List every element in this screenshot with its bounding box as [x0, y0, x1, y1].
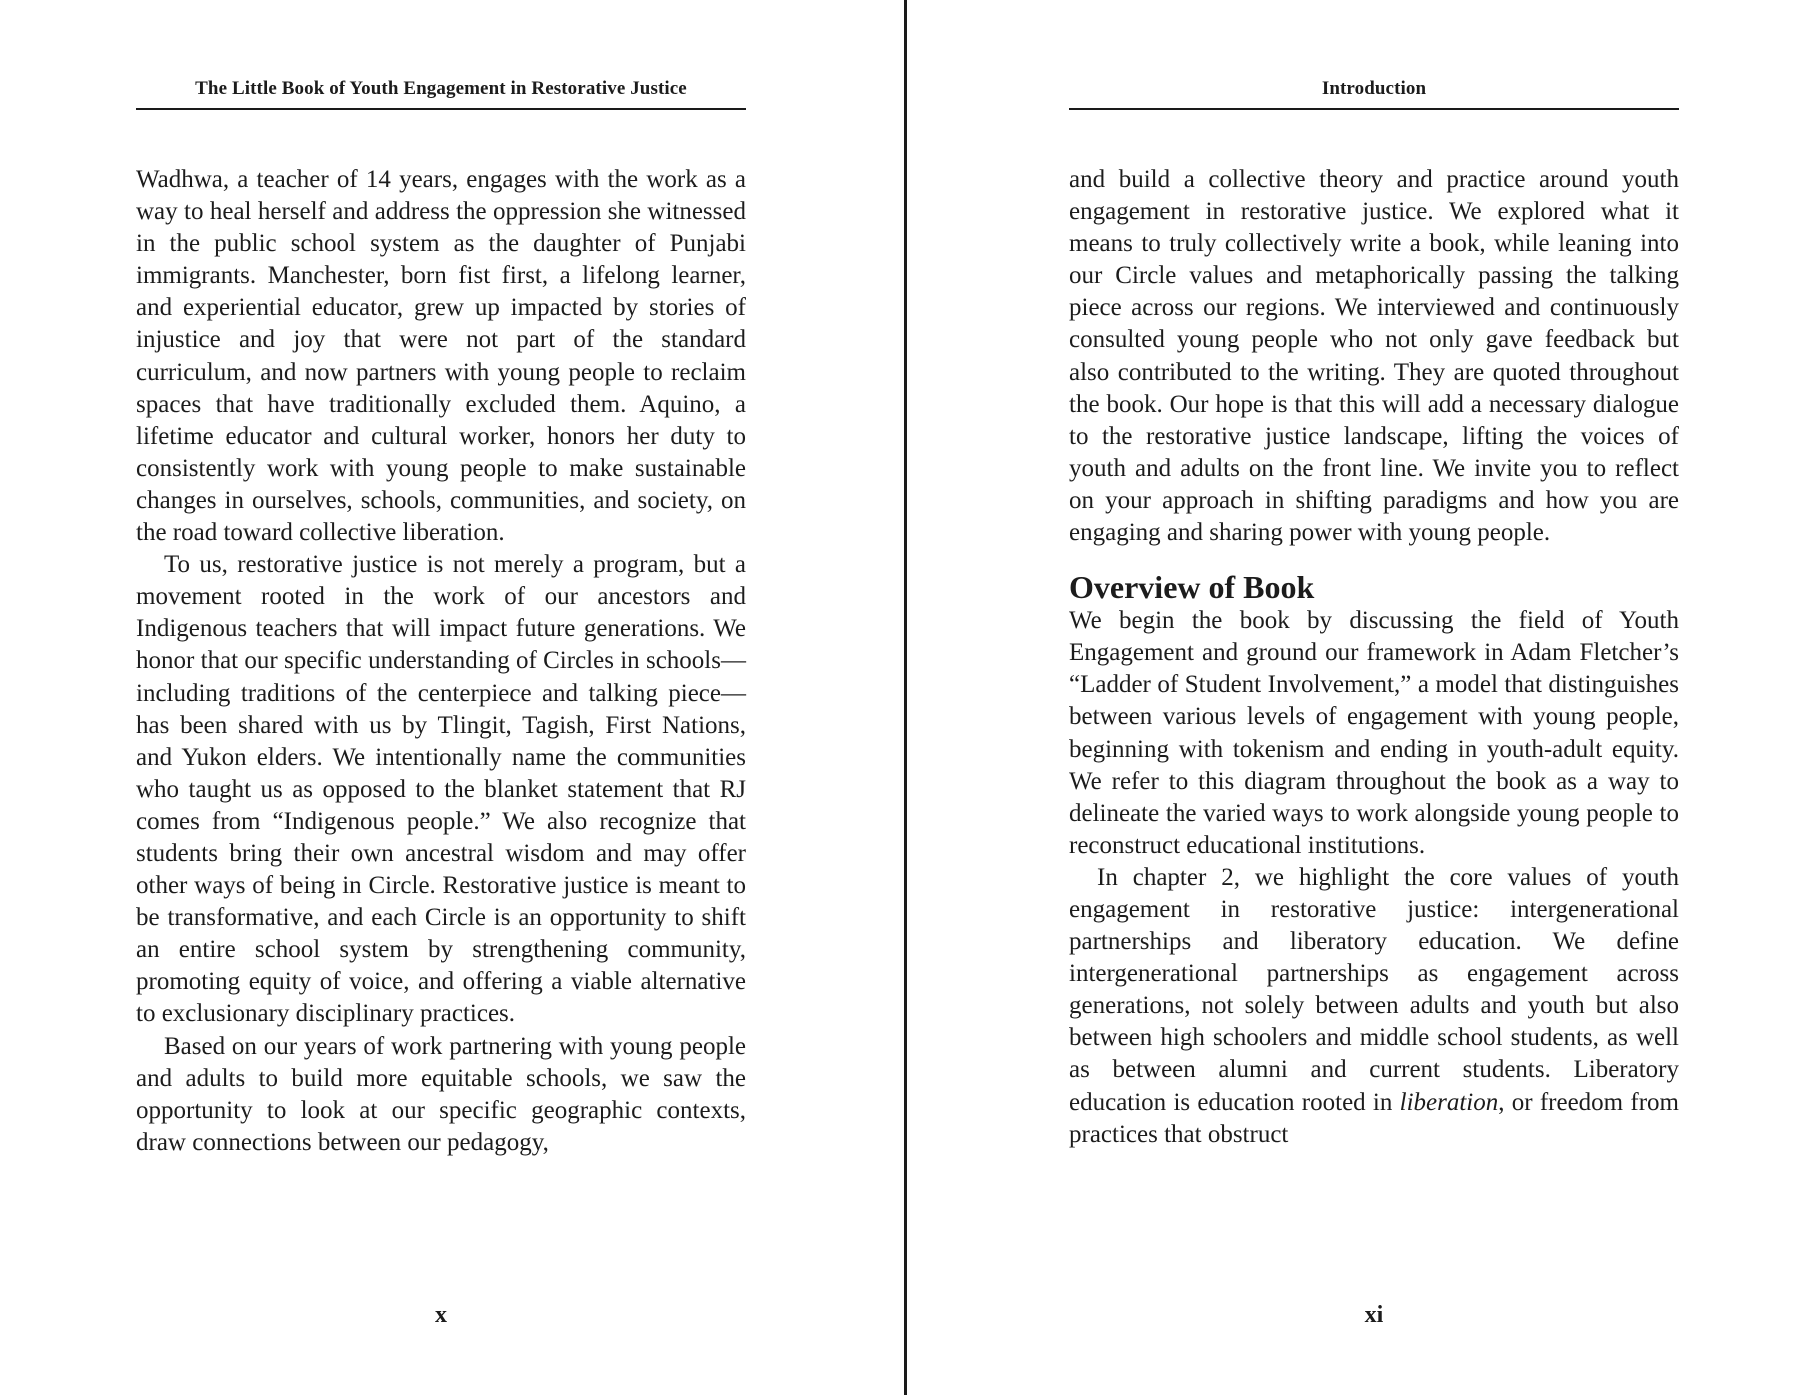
body-paragraph: Wadhwa, a teacher of 14 years, engages with the work as a way to heal herself and address the oppression she witnessed in the public school system as the daughter of Punjabi immigrants. Manchester, born fist first, a lifelong learner, and experiential educator, grew up impacted by stories of injustice and joy that were not part of the standard curriculum, and now partners with young people to reclaim spaces that have traditionally excluded them. Aquino, a lifetime educator and cultural worker, honors her duty to consistently work with young people to make sustainable changes in ourselves, schools, communities, and society, on the road toward collective liberation. [136, 166, 746, 547]
page-number: xi [1364, 1302, 1384, 1328]
paragraph-text: , or freedom from practices that obstruct [1069, 1088, 1679, 1148]
page-number: x [435, 1302, 447, 1328]
book-gutter-line [904, 0, 907, 1395]
body-paragraph: and build a collective theory and practice around youth engagement in restorative justice. We explored what it means to truly collectively write a book, while leaning into our Circle values and metaphorically passing the talking piece across our regions. We interviewed and continuously consulted young people who not only gave feedback but also contributed to the writing. They are quoted throughout the book. Our hope is that this will add a necessary dialogue to the restorative justice landscape, lifting the voices of youth and adults on the front line. We invite you to reflect on your approach in shifting paradigms and how you are engaging and sharing power with young people. [1069, 166, 1679, 547]
header-rule [136, 108, 746, 110]
body-paragraph: To us, restorative justice is not merely a program, but a movement rooted in the work of our ancestors and Indigenous teachers that will impact future generations. We honor that our specific understanding of Circles in schools—including traditions of the centerpiece and talking piece—has been shared with us by Tlingit, Tagish, First Nations, and Yukon elders. We intentionally name the communities who taught us as opposed to the blanket statement that RJ comes from “Indigenous people.” We also recognize that students bring their own ancestral wisdom and may offer other ways of being in Circle. Restorative justice is meant to be transformative, and each Circle is an opportunity to shift an entire school system by strengthening community, promoting equity of voice, and offering a viable alternative to exclusionary disciplinary practices. [136, 551, 746, 1028]
paragraph-text: In chapter 2, we highlight the core values of youth engagement in restorative justice: intergenerational partnerships and liberatory education. We define intergenerational partnerships as engagement across generations, not solely between adults and youth but also between high schoolers and middle school students, as well as between alumni and current students. Liberatory education is education rooted in [1069, 863, 1679, 1116]
header-rule [1069, 108, 1679, 110]
left-page [136, 0, 746, 1395]
body-paragraph [1069, 862, 1679, 1151]
running-head-chapter-title: Introduction [1321, 78, 1427, 99]
right-page-body [1069, 164, 1679, 1151]
emphasized-term: liberation [1399, 1088, 1499, 1116]
left-page-body [136, 164, 746, 1159]
body-paragraph: Based on our years of work partnering with young people and adults to build more equitable schools, we saw the opportunity to look at our specific geographic contexts, draw connections between our pedagogy, [136, 1032, 746, 1156]
body-paragraph: We begin the book by discussing the field of Youth Engagement and ground our framework in Adam Fletcher’s “Ladder of Student Involvement,” a model that distinguishes between various levels of engagement with young people, beginning with tokenism and ending in youth-adult equity. We refer to this diagram throughout the book as a way to delineate the varied ways to work alongside young people to reconstruct educational institutions. [1069, 607, 1679, 859]
running-head-book-title: The Little Book of Youth Engagement in Restorative Justice [195, 78, 687, 99]
right-page [1069, 0, 1679, 1395]
section-heading: Overview of Book [1069, 569, 1315, 606]
